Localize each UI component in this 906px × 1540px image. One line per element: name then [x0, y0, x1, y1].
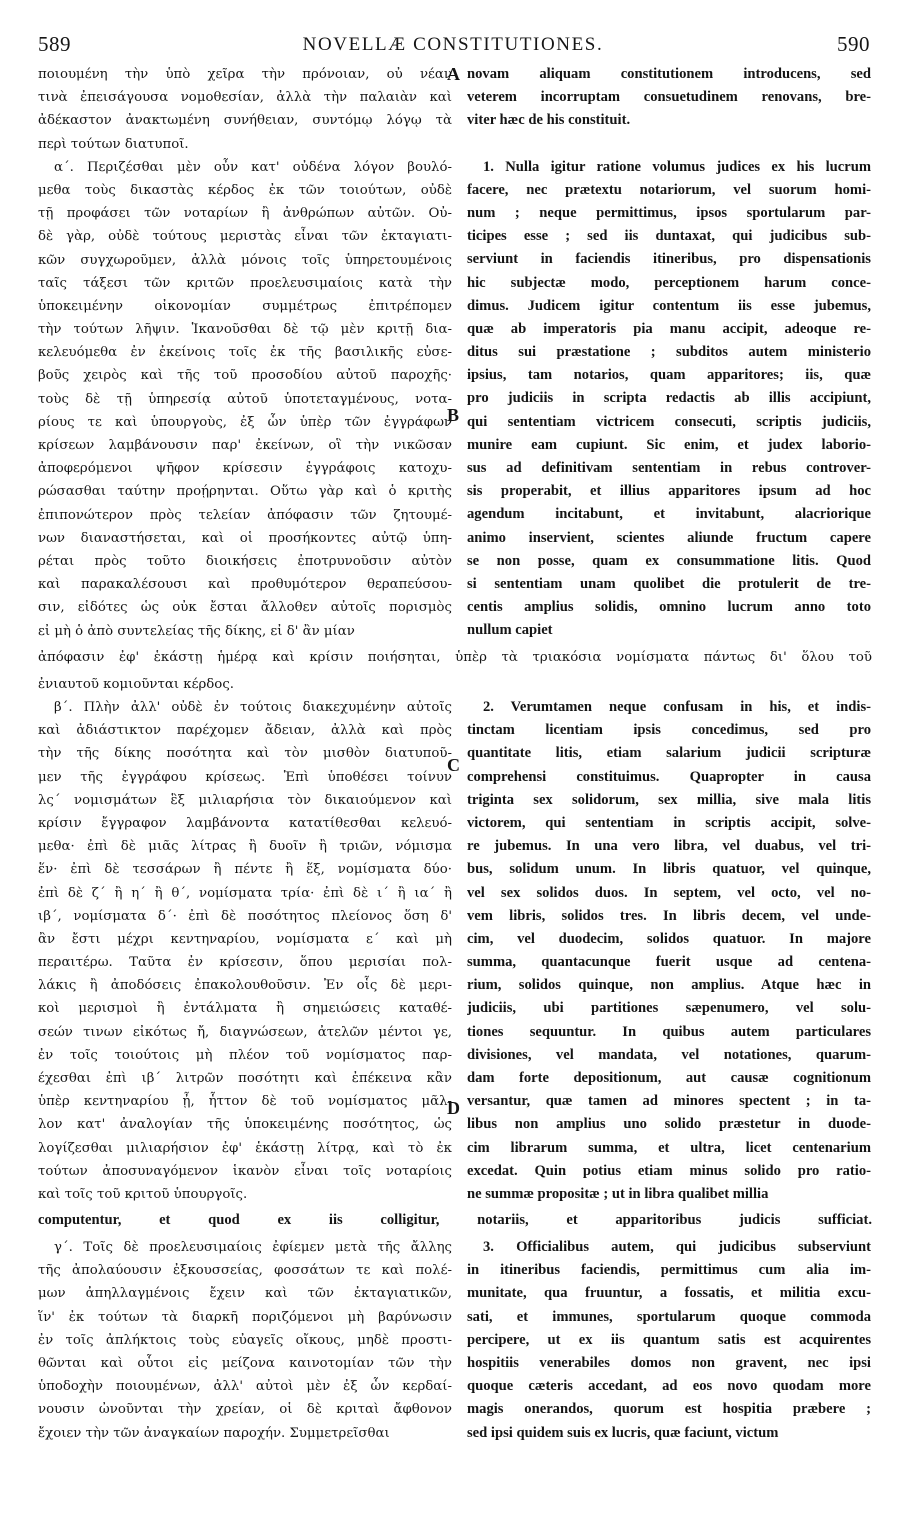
text-line: sus ad definitivam sententiam in rebus controver- — [467, 460, 871, 476]
text-line: excedat. Quin potius etiam minus solido pro ratio- — [467, 1162, 871, 1179]
text-line: si sententiam unam quolibet die protulerit de tre- — [467, 575, 871, 592]
text-line: ιβ΄, νομίσματα δ΄· ἐπὶ δὲ ποσότητος πλείονος ὅση δ' — [38, 908, 452, 924]
text-line: ditus sui præstatione ; subditos autem ministerio — [467, 344, 871, 361]
text-line: libus non amplius uno solido præstetur in duode- — [467, 1116, 871, 1133]
text-line: serviunt in faciendis itineribus, pro dispensationis — [467, 251, 871, 268]
text-line: ἐπὶ δὲ ζ΄ ἢ η΄ ἢ θ΄, νομίσματα τρία· ἐπὶ δὲ ι΄ ἢ ια΄ ἢ — [38, 885, 452, 901]
text-line: τῇ προφάσει τῶν νοταρίων ἢ ἀνθρώπων αὐτῶν. Οὐ- — [38, 206, 452, 222]
text-line: τούτων ἀποσυναγόμενον ἱκανὸν εἶναι τοῖς νοταρίοις — [38, 1163, 452, 1179]
text-line: ἐν τοῖς ἀπλήκτοις τοὺς εὐαγεῖς οἴκους, μηδὲ προστι- — [38, 1332, 452, 1348]
text-line: ὑποδοχὴν ποιουμένων, ἀλλ' αὐτοὶ μὲν ἐξ ὧν κερδαί- — [38, 1379, 452, 1395]
text-line: divisiones, vel mandata, vel notationes, quarum- — [467, 1046, 871, 1063]
text-line: θῶνται καὶ οὗτοι εἰς μείζονα καινοτομίαν τῶν τὴν — [38, 1355, 452, 1371]
text-line: λάκις ἢ ἀποδόσεις ἐπακολουθοῦσιν. Ἐν οἷς δὲ μερι- — [38, 978, 452, 994]
text-line: vel sex solidos duos. In septem, vel octo, vel no- — [467, 884, 871, 901]
text-line: καὶ τοῖς τοῦ κριτοῦ ὑπουργοῖς. — [38, 1186, 248, 1202]
text-line: ἔχοιεν τὴν τῶν ἀναγκαίων παροχήν. Συμμετρεῖσθαι — [38, 1425, 390, 1441]
text-line: κοὶ μερισμοὶ ἢ ἐντάλματα ἢ σημειώσεις καταθέ- — [38, 1001, 452, 1017]
text-line: 3. Officialibus autem, qui judicibus subserviunt — [483, 1239, 871, 1255]
text-line: ne summæ propositæ ; ut in libra qualibet millia — [467, 1185, 769, 1202]
text-line: victorem, qui sententiam in scriptis accipit, solve- — [467, 814, 871, 831]
running-title: NOVELLÆ CONSTITUTIONES. — [302, 34, 604, 55]
text-line: ὑπὲρ κεντηναρίου ᾖ, ἧττον δὲ τοῦ νομίσματος μᾶλ- — [38, 1094, 452, 1110]
text-line: munitate, qua fruuntur, a fossatis, et militia excu- — [467, 1285, 871, 1302]
text-line: νων διαναστήσεται, καὶ οἱ προσήκοντες αὐτῷ ὑπη- — [38, 530, 452, 546]
text-line: in itineribus faciendis, permittimus cum alia im- — [467, 1262, 871, 1279]
text-line: ticipes esse ; sed iis duntaxat, qui judicibus sub- — [467, 228, 871, 245]
text-line: λον κατ' ἀναλογίαν τῆς ὑποκειμένης ποσότητος, ὡς — [38, 1117, 452, 1133]
text-line: μεν τῆς ἐγγράφου κρίσεως. Ἐπὶ ὑποθέσει τοίνυν — [38, 769, 452, 785]
greek-column-block-1 — [38, 63, 452, 643]
text-line: ρέται πρὸς τοῦτο διοικήσεις ἐποτρυνοῦσιν αὐτὸν — [38, 553, 452, 569]
text-line: cim librarum summa, et ultra, licet centenarium — [467, 1139, 871, 1156]
text-line: re jubemus. In una vero libra, vel duabus, vel tri- — [467, 838, 871, 855]
text-line: agendum incitabunt, et invitabunt, alacriorique — [467, 506, 871, 523]
text-line: καὶ παρακαλέσουσι καὶ προθυμότερον θεραπεύσου- — [38, 577, 452, 593]
text-line: α΄. Περιζέσθαι μὲν οὖν κατ' οὐδένα λόγον βουλό- — [54, 159, 452, 175]
text-line: triginta sex solidorum, sex millia, sive mala litis — [467, 791, 871, 808]
text-line: ἕν· ἐπὶ δὲ τεσσάρων ἢ πέντε ἢ ἕξ, νομίσματα δύο· — [38, 862, 452, 878]
text-line: ποιουμένη τὴν ὑπὸ χεῖρα τὴν πρόνοιαν, οὐ νέαν — [38, 67, 452, 82]
text-line: κρίσεων λαμβάνουσιν παρ' ἐκείνων, οἳ τὴν νικῶσαν — [38, 438, 452, 453]
text-line: τῆς ἀπολαύουσιν ἐξκουσσείας, φοσσάτων τε καὶ πολέ- — [38, 1263, 452, 1279]
text-line: rium, solidos quinque, non amplius. Atque hæc in — [467, 977, 871, 994]
greek-column-block-2 — [38, 696, 452, 1206]
text-line: tiones sequuntur. In quibus autem particulares — [467, 1023, 871, 1040]
text-line: veterem incorruptam consuetudinem renovans, bre- — [467, 89, 871, 106]
text-line: εἰ μὴ ὁ ἀπὸ συντελείας τῆς δίκης, εἰ δ' ἂν μίαν — [38, 623, 355, 639]
margin-letter-a: A — [447, 64, 460, 84]
text-line — [467, 133, 871, 156]
margin-letter-b: B — [447, 405, 460, 425]
text-line: τὴν τούτων λῆψιν. Ἱκανοῦσθαι δὲ τῷ μὲν κριτῇ δια- — [38, 322, 452, 338]
page-number-left: 589 — [38, 32, 71, 56]
text-line: versantur, quæ tamen ad minores spectent ; in ta- — [467, 1093, 871, 1110]
margin-letter-c: C — [447, 755, 460, 775]
text-line: novam aliquam constitutionem introducens, sed — [467, 66, 871, 82]
text-line: βοῦς χειρὸς καὶ τῆς τοῦ προσοδίου αὐτοῦ παροχῆς· — [38, 368, 452, 384]
text-line: μεθα τοὺς δικαστὰς κέρδος ἐκ τῶν τοιούτων, οὐδὲ — [38, 182, 452, 198]
text-line: ἀδέκαστον ἀνακτωμένη συνήθειαν, συντόμῳ λόγῳ τὰ — [38, 113, 452, 129]
text-line: λογίζεσθαι μιλιαρήσιον ἐφ' ἑκάστῃ λίτρᾳ, καὶ τὸ ἐκ — [38, 1140, 452, 1156]
text-line: σεών τινων εἰκότως ἤ, διαγνώσεων, ἀτελῶν μέντοι γε, — [38, 1024, 452, 1040]
text-line: νουσιν ὠνοῦνται τὴν χρείαν, οἱ δὲ κριταὶ ἄφθονον — [38, 1402, 452, 1418]
latin-column-block-3 — [467, 1236, 871, 1445]
text-line: vem libris, solidos tres. In libris decem, vel unde- — [467, 907, 871, 924]
text-line: hic subjectæ modo, perceptionem harum conce- — [467, 274, 871, 291]
text-line: περὶ τούτων διατυποῖ. — [38, 136, 189, 152]
text-line: dam forte depositionum, aut causæ cognitionum — [467, 1070, 871, 1086]
text-line: comprehensi constituimus. Quapropter in causa — [467, 768, 871, 785]
full-width-greek-line: ἀπόφασιν ἐφ' ἑκάστῃ ἡμέρᾳ καὶ κρίσιν ποιήσηται, ὑπὲρ τὰ τριακόσια νομίσματα πάντως δι' ὅλου τοῦ — [38, 650, 872, 665]
text-line: κρίσιν ἔγγραφον λαμβάνοντα κατατίθεσθαι κελευό- — [38, 815, 452, 831]
text-line: ἐνιαυτοῦ κομιοῦνται κέρδος. — [38, 677, 234, 692]
text-line: dimus. Judicem igitur contentum iis esse jubemus, — [467, 297, 871, 314]
page-header — [0, 0, 906, 62]
text-line: ἐν τοῖς τοιούτοις μὴ πλέον τοῦ νομίσματος παρ- — [38, 1047, 452, 1063]
text-line: quantitate litis, etiam salarium judicii scripturæ — [467, 745, 871, 762]
text-line: γ΄. Τοῖς δὲ προελευσιμαίοις ἐφίεμεν μετὰ τῆς ἄλλης — [54, 1240, 452, 1255]
text-line: nullum capiet — [467, 622, 553, 639]
text-line: μεθα· ἐπὶ δὲ μιᾶς λίτρας ἢ δυοῖν ἢ τριῶν, νόμισμα — [38, 839, 452, 855]
text-line: animo inservient, scientes aliunde fructum capere — [467, 529, 871, 546]
text-line: sati, et immunes, sportularum quoque commoda — [467, 1308, 871, 1325]
text-line: περαιτέρω. Ταῦτα ἐν κρίσεσιν, ὅπου μερισίαι πολ- — [38, 955, 452, 971]
text-line: λς΄ νομισμάτων ἓξ μιλιαρήσια τὸν δικαιούμενον καὶ — [38, 792, 452, 808]
text-line: 1. Nulla igitur ratione volumus judices ex his lucrum — [483, 158, 871, 175]
text-line: ταῖς τάξεσι τῶν κριτῶν προελευσιμαίοις κατὰ τὴν — [38, 275, 452, 291]
text-line: ὑποκειμένην οἰκονομίαν συμμέτρως ἐπιτρέπομεν — [38, 298, 452, 314]
text-line: ρίους τε καὶ ὑπουργοὺς, ἐξ ὧν ὑπὲρ τῶν ἐγγράφων — [38, 414, 452, 430]
text-line: pro judiciis in scripta redactis ab illis accipiunt, — [467, 390, 871, 407]
text-line: munire eam cupiunt. Sic enim, et judex laborio- — [467, 436, 871, 453]
text-line: κῶν συγχωροῦμεν, ἀλλὰ μόνοις τοῖς ὑπηρετουμένοις — [38, 252, 452, 268]
greek-column-block-3 — [38, 1236, 452, 1445]
text-line: ἀποφερόμενοι ψῆφον κρίσεσιν ἐγγράφοις κατοχυ- — [38, 461, 452, 477]
text-line: percipere, ut ex iis quantum satis est acquirentes — [467, 1331, 871, 1348]
text-line: magis onerandos, quorum est hospitia præbere ; — [467, 1401, 871, 1418]
text-line: sed ipsi quidem suis ex lucris, quæ faciunt, victum — [467, 1424, 779, 1441]
text-line: τοὺς δὲ τῇ ὑπηρεσίᾳ αὐτοῦ ὑποτεταγμένους, νοτα- — [38, 391, 452, 407]
text-line: ipsius, tam notarios, quam apparitores; iis, quæ — [467, 367, 871, 384]
text-line: έχεσθαι ἐπὶ ιβ΄ λιτρῶν ποσότητι καὶ ἐπέκεινα κἂν — [38, 1071, 452, 1086]
text-line: bus, solidum unum. In libris quatuor, vel quinque, — [467, 861, 871, 878]
text-line: centis amplius solidis, omnino lucrum anno toto — [467, 599, 871, 616]
text-line: num ; neque permittimus, ipsos sportularum par- — [467, 204, 871, 221]
text-line: κελευόμεθα ἐν ἐκείνοις τοῖς ἐκ τῆς βασιλικῆς εὐσε- — [38, 345, 452, 361]
text-line: τὴν τῆς δίκης ποσότητα καὶ τὸν μισθὸν διατυποῦ- — [38, 746, 452, 762]
text-line: viter hæc de his constituit. — [467, 112, 631, 129]
text-line: sis properabit, et illius apparitores ipsum ad hoc — [467, 483, 871, 500]
text-line: facere, nec prætextu notariorum, vel suorum homi- — [467, 181, 871, 198]
latin-column-block-1 — [467, 63, 871, 643]
text-line: β΄. Πλὴν ἀλλ' οὐδὲ ἐν τούτοις διακεχυμένην αὐτοῖς — [54, 700, 452, 715]
text-line: ρώσασθαι ταύτην προῄρηνται. Οὕτω γὰρ καὶ ὁ κριτὴς — [38, 484, 452, 500]
text-line: se non posse, quam ex consummatione litis. Quod — [467, 552, 871, 569]
text-line: καὶ ἀδιάστικτον παρέχομεν ἄδειαν, ἀλλὰ καὶ πρὸς — [38, 723, 452, 739]
text-line: 2. Verumtamen neque confusam in his, et indis- — [483, 699, 871, 715]
text-line: summa, quantacunque fuerit usque ad centena- — [467, 954, 871, 971]
text-line: ἂν ἔστι μέχρι κεντηναρίου, νομίσματα ε΄ καὶ μὴ — [38, 931, 452, 947]
text-line: μων ἀπηλλαγμένοις ἔχειν καὶ τῶν ἐκταγιατικῶν, — [38, 1286, 452, 1302]
margin-letter-d: D — [447, 1098, 460, 1118]
text-line: quoque cæteris accedant, ad eos novo quodam more — [467, 1378, 871, 1395]
full-width-latin-line: computentur, et quod ex iis colligitur, notariis, et apparitoribus judicis sufficiat. — [38, 1212, 872, 1228]
text-line: ἐπιπονώτερον πρὸς τελείαν ἀπόφασιν τῶν ζητουμέ- — [38, 507, 452, 523]
text-line: cim, vel duodecim, solidos quatuor. In majore — [467, 930, 871, 947]
latin-column-block-2 — [467, 696, 871, 1206]
text-line: judiciis, ubi partitiones sæpenumero, vel solu- — [467, 1000, 871, 1017]
text-line: ἵν' ἐκ τούτων τὰ διαρκῆ ποριζόμενοι μὴ βαρύνωσιν — [38, 1309, 452, 1325]
text-line: σιν, εἰδότες ὡς οὐκ ἔσται ἄλλοθεν αὐτοῖς πορισμὸς — [38, 600, 452, 616]
greek-tail-1 — [38, 673, 452, 696]
text-line: hospitiis venerabiles domos non gravent, nec ipsi — [467, 1354, 871, 1371]
text-line: τινὰ ἐπεισάγουσα νομοθεσίαν, ἀλλὰ τὴν παλαιὰν καὶ — [38, 90, 452, 106]
text-line: tinctam licentiam ipsis concedimus, sed pro — [467, 722, 871, 739]
text-line: quæ ab imperatoris pia manu accipit, adeoque re- — [467, 320, 871, 337]
text-line: δὲ γὰρ, οὐδὲ τούτους μεριστὰς εἶναι τῶν ἐκταγιατι- — [38, 229, 452, 245]
page-number-right: 590 — [837, 32, 870, 56]
text-line: qui sententiam victricem consecuti, scriptis judiciis, — [467, 413, 871, 430]
